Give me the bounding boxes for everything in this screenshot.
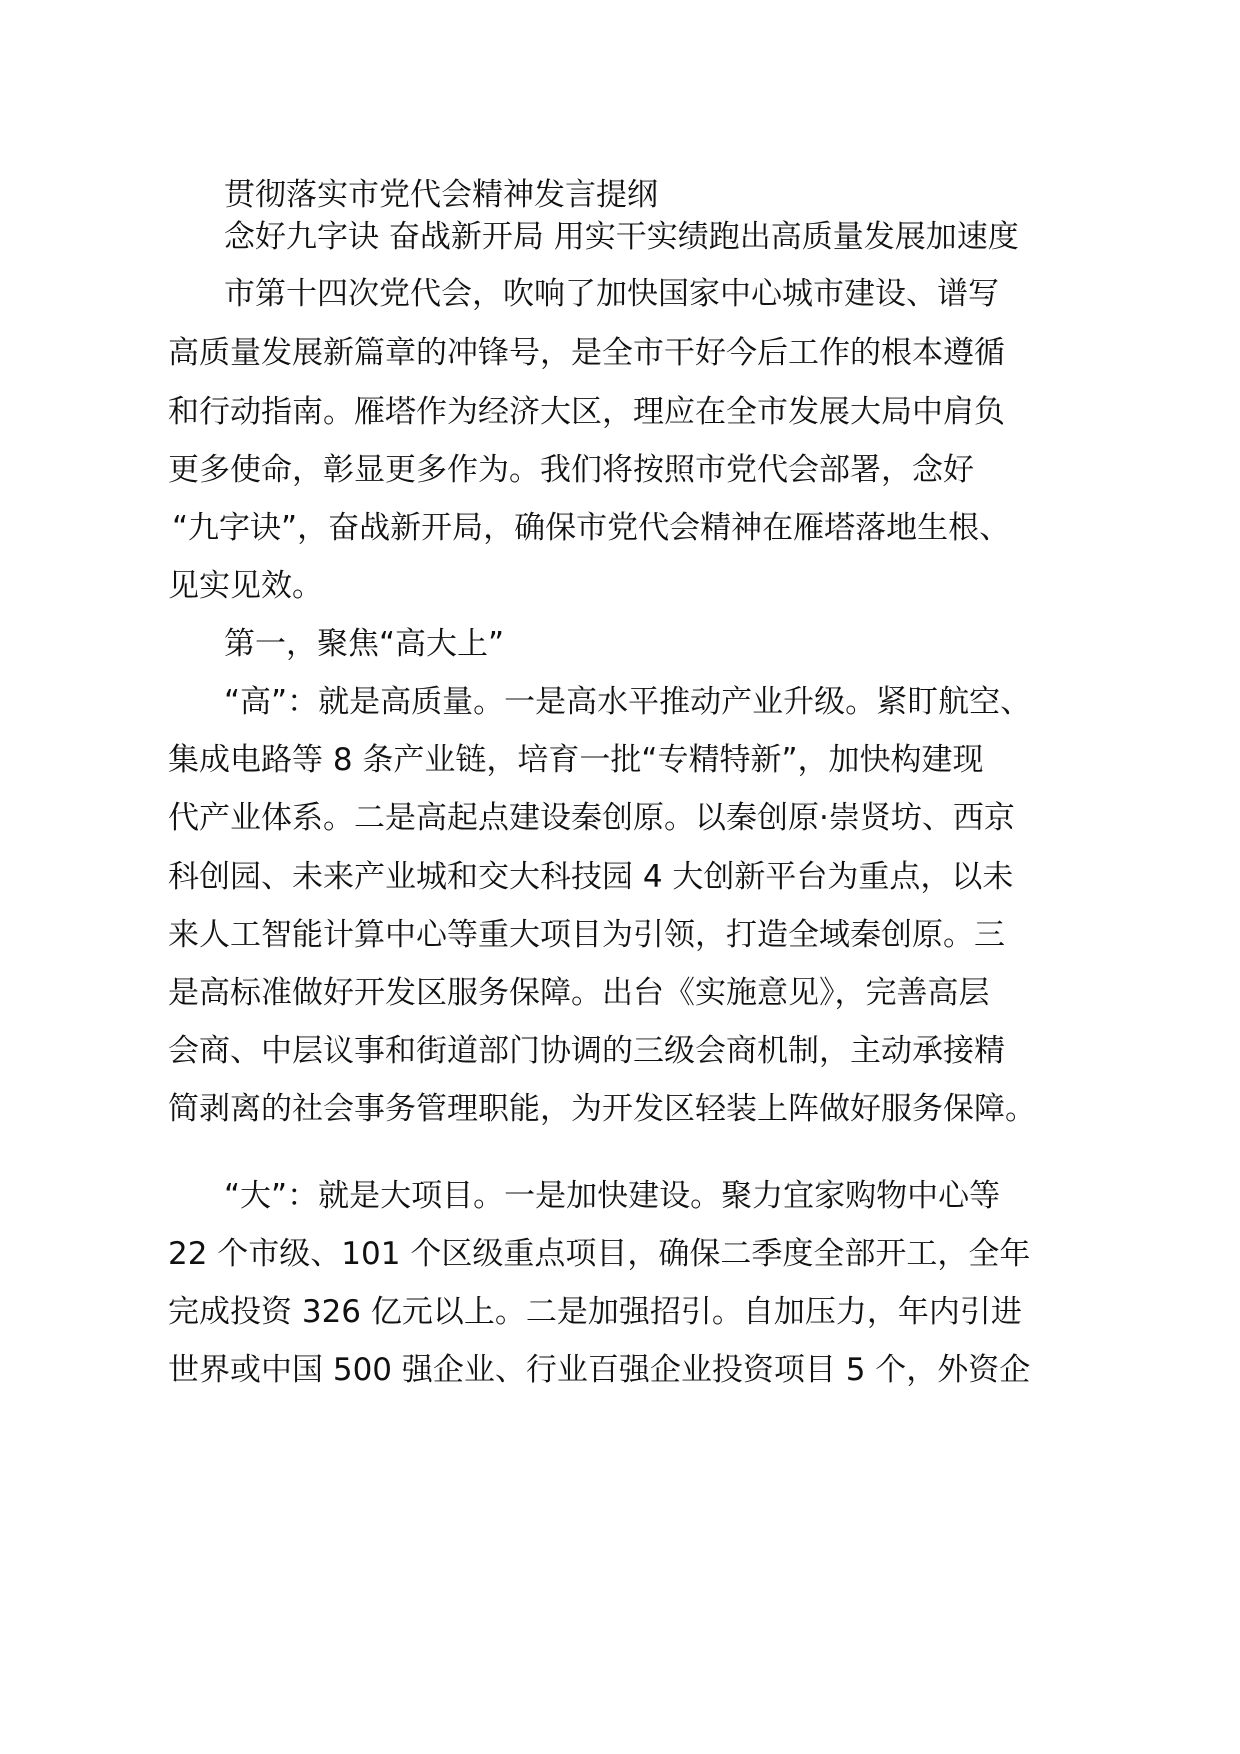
paragraph-line: 简剥离的社会事务管理职能，为开发区轻装上阵做好服务保障。 xyxy=(168,1091,1036,1127)
paragraph-line: 高质量发展新篇章的冲锋号，是全市干好今后工作的根本遵循 xyxy=(168,335,1005,371)
document-title: 贯彻落实市党代会精神发言提纲 xyxy=(224,177,658,213)
paragraph-line: 市第十四次党代会，吹响了加快国家中心城市建设、谱写 xyxy=(224,276,999,312)
paragraph-line: 世界或中国 500 强企业、行业百强企业投资项目 5 个，外资企 xyxy=(168,1352,1031,1388)
paragraph-line: 科创园、未来产业城和交大科技园 4 大创新平台为重点，以未 xyxy=(168,859,1014,895)
paragraph-line: 完成投资 326 亿元以上。二是加强招引。自加压力，年内引进 xyxy=(168,1294,1022,1330)
document-subtitle: 念好九字诀 奋战新开局 用实干实绩跑出高质量发展加速度 xyxy=(224,219,1019,255)
paragraph-line: 会商、中层议事和街道部门协调的三级会商机制，主动承接精 xyxy=(168,1033,1005,1069)
paragraph-line: 来人工智能计算中心等重大项目为引领，打造全域秦创原。三 xyxy=(168,917,1005,953)
paragraph-line: 是高标准做好开发区服务保障。出台《实施意见》，完善高层 xyxy=(168,975,990,1011)
paragraph-line: 和行动指南。雁塔作为经济大区，理应在全市发展大局中肩负 xyxy=(168,394,1005,430)
paragraph-line: “大”：就是大项目。一是加快建设。聚力宜家购物中心等 xyxy=(224,1178,1001,1214)
paragraph-line: “高”：就是高质量。一是高水平推动产业升级。紧盯航空、 xyxy=(224,684,1032,720)
section-heading: 第一，聚焦“高大上” xyxy=(224,626,505,662)
paragraph-line: 代产业体系。二是高起点建设秦创原。以秦创原·崇贤坊、西京 xyxy=(168,800,1015,836)
paragraph-line: 22 个市级、101 个区级重点项目，确保二季度全部开工，全年 xyxy=(168,1236,1031,1272)
paragraph-line: 更多使命，彰显更多作为。我们将按照市党代会部署，念好 xyxy=(168,452,974,488)
paragraph-line: 见实见效。 xyxy=(168,568,323,604)
paragraph-line: 集成电路等 8 条产业链，培育一批“专精特新”，加快构建现 xyxy=(168,742,984,778)
paragraph-line: “九字诀”，奋战新开局，确保市党代会精神在雁塔落地生根、 xyxy=(172,510,1011,546)
